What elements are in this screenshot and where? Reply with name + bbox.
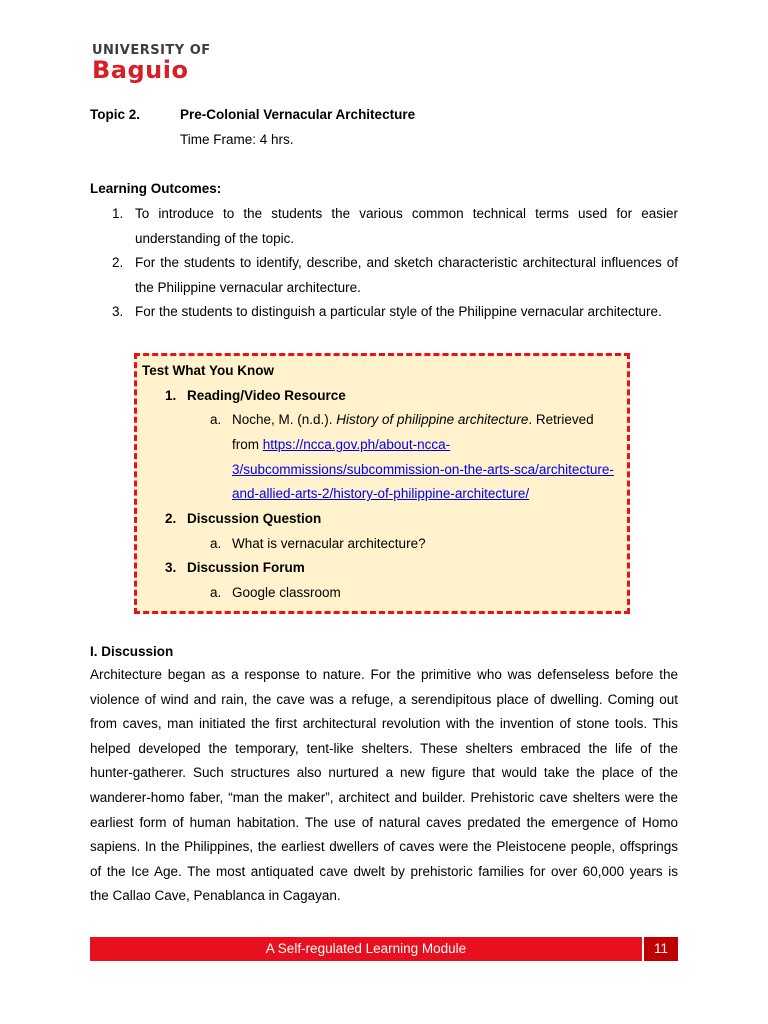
reference-title: History of philippine architecture: [336, 412, 529, 427]
question-item-label: Discussion Question: [187, 511, 322, 526]
topic-label: Topic 2.: [90, 107, 141, 122]
reference-author: Noche, M. (n.d.).: [232, 412, 337, 427]
logo-line1: UNIVERSITY OF: [92, 43, 211, 58]
outcome-text: For the students to identify, describe, and sketch characteristic architectural influences of the Philippine vernacular architecture.: [135, 255, 678, 295]
forum-item-label: Discussion Forum: [187, 560, 305, 575]
outcome-number: 3.: [112, 304, 124, 319]
reference-link-line: [232, 485, 529, 503]
outcome-text: For the students to distinguish a particular style of the Philippine vernacular architecture.: [135, 304, 662, 319]
question-text: What is vernacular architecture?: [232, 536, 426, 551]
paragraph-line: from caves, man initiated the first architectural revolution with the invention of stone tools. This: [90, 716, 678, 732]
forum-item-number: 3.: [165, 560, 177, 575]
test-box-title: Test What You Know: [142, 363, 274, 378]
forum-sub-letter: a.: [210, 585, 222, 600]
outcome-text: To introduce to the students the various common technical terms used for easier understanding of the topic.: [135, 206, 678, 246]
paragraph-line: of the Ice Age. The most antiquated cave dwelt by prehistoric families for over 60,000 years is: [90, 863, 678, 879]
learning-outcomes-heading: Learning Outcomes:: [90, 181, 222, 196]
forum-text: Google classroom: [232, 585, 341, 600]
resource-item-number: 1.: [165, 388, 177, 403]
reference-sub-letter: a.: [210, 412, 222, 427]
ncca-link[interactable]: 3/subcommissions/subcommission-on-the-arts-sca/architecture-: [232, 462, 614, 477]
university-logo: [92, 44, 211, 82]
paragraph-line: violence of wind and rain, the cave was a refuge, a serendipitous place of dwelling. Coming out: [90, 691, 678, 707]
paragraph-line: hunter-gatherer. Such structures also nurtured a new figure that would take the place of the: [90, 765, 678, 781]
outcome-item: [112, 251, 678, 300]
paragraph-line: Architecture began as a response to nature. For the primitive who was defenseless before the: [90, 667, 678, 682]
outcome-item: [112, 300, 678, 325]
resource-item-label: Reading/Video Resource: [187, 388, 346, 403]
paragraph-line: wanderer-homo faber, “man the maker”, architect and builder. Prehistoric cave shelters were the: [90, 789, 678, 805]
logo-line2: Baguio: [92, 56, 189, 84]
question-item-number: 2.: [165, 511, 177, 526]
reference-from: from: [232, 437, 263, 452]
time-frame: Time Frame: 4 hrs.: [180, 132, 294, 147]
reference-link-line: [232, 461, 614, 479]
ncca-link[interactable]: and-allied-arts-2/history-of-philippine-architecture/: [232, 486, 530, 501]
outcome-number: 2.: [112, 255, 124, 270]
ncca-link[interactable]: https://ncca.gov.ph/about-ncca-: [262, 437, 451, 452]
page-number: 11: [642, 937, 678, 961]
reference-citation: [232, 411, 594, 429]
footer-title: A Self-regulated Learning Module: [265, 941, 467, 956]
outcome-item: [112, 202, 678, 251]
reference-retrieved: . Retrieved: [528, 412, 594, 427]
paragraph-line: sapiens. In the Philippines, the earliest dwellers of caves were the Pleistocene people, offsprings: [90, 839, 678, 855]
footer-bar: [90, 937, 678, 961]
topic-title: Pre-Colonial Vernacular Architecture: [180, 107, 416, 122]
outcome-number: 1.: [112, 206, 124, 221]
paragraph-line: the Callao Cave, Penablanca in Cagayan.: [90, 888, 341, 904]
paragraph-line: helped developed the temporary, tent-like shelters. These shelters embraced the life of the: [90, 740, 678, 756]
paragraph-line: earliest form of human habitation. The use of natural caves predated the emergence of Homo: [90, 814, 678, 830]
learning-outcomes-list: [112, 202, 678, 325]
reference-link-line: [232, 436, 450, 454]
discussion-heading: I. Discussion: [90, 644, 174, 659]
question-sub-letter: a.: [210, 536, 222, 551]
discussion-paragraph: [90, 663, 678, 909]
